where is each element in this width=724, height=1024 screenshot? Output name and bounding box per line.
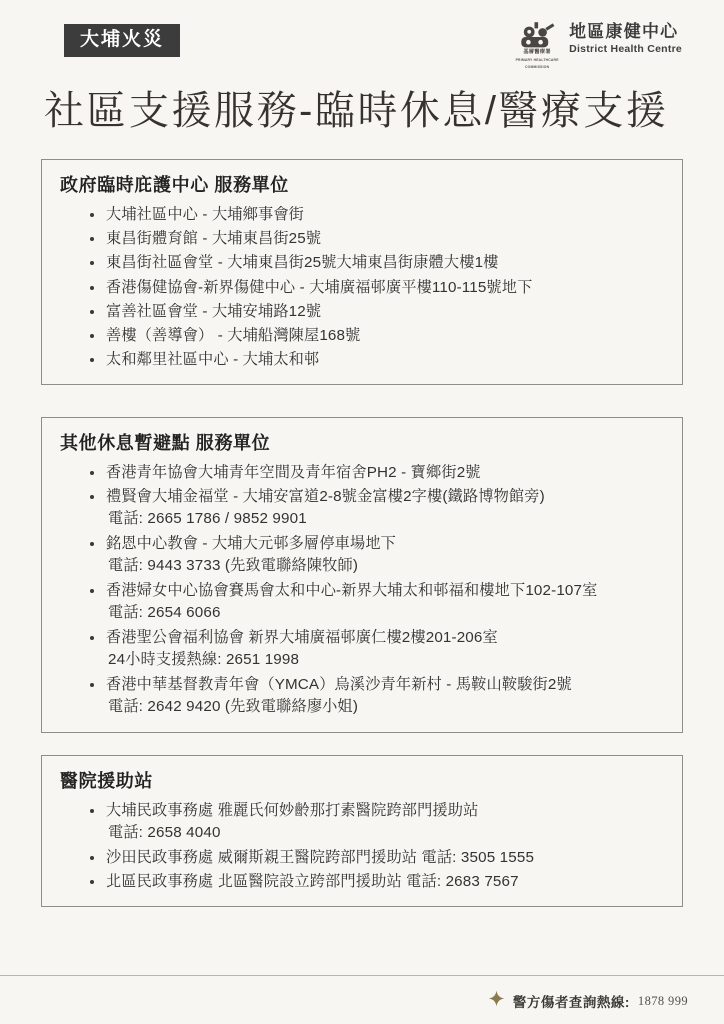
service-list [58,799,668,893]
list-item-text: 沙田民政事務處 威爾斯親王醫院跨部門援助站 電話: 3505 1555 [106,849,535,867]
service-list [58,203,668,371]
list-item-text: 善樓（善導會） - 大埔船灣陳屋168號 [106,326,361,344]
list-item [88,251,668,274]
list-item-text: 香港聖公會福利協會 新界大埔廣福邨廣仁樓2樓201-206室 [106,629,498,647]
list-item [88,532,668,578]
section-card [41,417,683,733]
list-item-text: 北區民政事務處 北區醫院設立跨部門援助站 電話: 2683 7567 [106,873,519,891]
list-item-text: 香港中華基督教青年會（YMCA）烏溪沙青年新村 - 馬鞍山鞍駿街2號 [106,675,572,693]
list-item-text: 香港青年協會大埔青年空間及青年宿舍PH2 - 寶鄉街2號 [106,464,481,482]
list-item [88,227,668,250]
list-item [88,324,668,347]
list-item [88,579,668,625]
list-item-contact-line: 電話: 2654 6066 [108,604,221,622]
list-item [88,870,668,893]
primary-healthcare-commission-logo-icon [514,20,560,70]
list-item [88,348,668,371]
logo-caption-en-line1: PRIMARY HEALTHCARE [515,57,559,62]
list-item-text: 富善社區會堂 - 大埔安埔路12號 [106,302,322,320]
logo-caption-cn: 基層醫療署 [523,49,551,55]
list-item-text: 銘恩中心教會 - 大埔大元邨多層停車場地下 [106,535,397,553]
section-card [41,159,683,385]
list-item [88,276,668,299]
sparkle-icon [488,990,505,1012]
list-item-contact-line: 電話: 2658 4040 [108,824,221,842]
list-item [88,203,668,226]
brand-name-block [569,20,682,55]
list-item [88,846,668,869]
brand-name-en: District Health Centre [569,43,682,56]
page-title: 社區支援服務-臨時休息/醫療支援 [44,89,669,133]
list-item-text: 大埔民政事務處 雅麗氏何妙齡那打素醫院跨部門援助站 [106,802,479,820]
list-item [88,626,668,672]
list-item-text: 禮賢會大埔金福堂 - 大埔安富道2-8號金富樓2字樓(鐵路博物館旁) [106,488,545,506]
service-list [58,461,668,719]
list-item-text: 東昌街社區會堂 - 大埔東昌街25號大埔東昌街康體大樓1樓 [106,254,499,272]
list-item [88,799,668,845]
list-item [88,485,668,531]
list-item-text: 香港傷健協會-新界傷健中心 - 大埔廣福邨廣平樓110-115號地下 [106,278,533,296]
page-header [0,0,724,78]
footer-divider [0,975,724,976]
section-title: 其他休息暫避點 服務單位 [60,433,271,453]
brand-logo [514,20,682,70]
list-item [88,673,668,719]
list-item-text: 太和鄰里社區中心 - 大埔太和邨 [106,350,320,368]
list-item [88,461,668,484]
list-item-text: 東昌街體育館 - 大埔東昌街25號 [106,230,322,248]
list-item-text: 大埔社區中心 - 大埔鄉事會街 [106,206,304,224]
list-item-contact-line: 電話: 9443 3733 (先致電聯絡陳牧師) [108,557,359,575]
topic-tag-badge: 大埔火災 [64,24,180,57]
brand-name-cn: 地區康健中心 [569,22,679,41]
list-item [88,300,668,323]
list-item-text: 香港婦女中心協會賽馬會太和中心-新界大埔太和邨福和樓地下102-107室 [106,582,598,600]
page-footer [0,990,724,1012]
section-title: 政府臨時庇護中心 服務單位 [60,175,289,195]
section-card [41,755,683,907]
list-item-contact-line: 電話: 2665 1786 / 9852 9901 [108,510,307,528]
section-title: 醫院援助站 [60,771,153,791]
police-hotline-number: 1878 999 [637,993,688,1008]
police-hotline-label: 警方傷者查詢熱線: [512,995,630,1010]
list-item-contact-line: 24小時支援熱線: 2651 1998 [108,651,300,669]
logo-caption-en-line2: COMMISSION [525,64,550,69]
list-item-contact-line: 電話: 2642 9420 (先致電聯絡廖小姐) [108,698,359,716]
